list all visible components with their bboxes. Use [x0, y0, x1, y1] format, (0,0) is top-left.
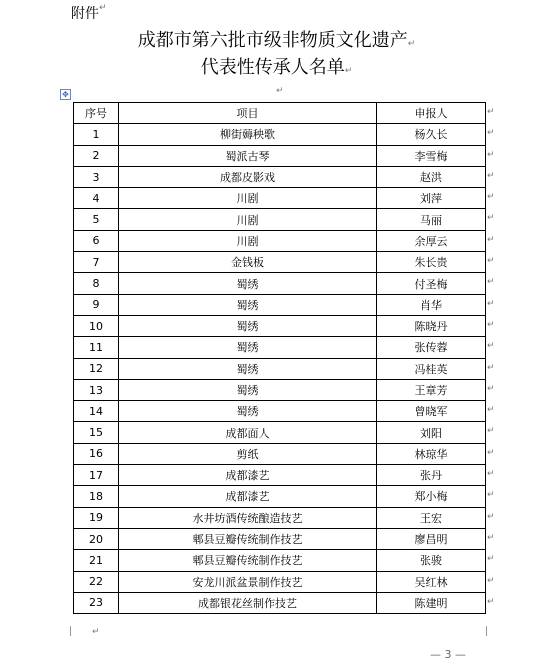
index-cell: 21	[74, 550, 119, 571]
row-end-mark-icon: ↵	[487, 256, 495, 267]
index-cell: 7	[74, 252, 119, 273]
document-title-line2: 代表性传承人名单↵	[200, 57, 353, 78]
row-end-mark-icon: ↵	[487, 149, 495, 160]
applicant-cell: 曾晓军	[377, 401, 486, 422]
index-cell: 19	[74, 507, 119, 528]
project-cell: 蜀绣	[119, 294, 377, 315]
index-cell: 3	[74, 166, 119, 187]
project-cell: 成都皮影戏	[119, 166, 377, 187]
row-end-mark-icon: ↵	[487, 426, 495, 437]
row-end-mark-icon: ↵	[487, 128, 495, 139]
row-end-mark-icon: ↵	[487, 213, 495, 224]
index-cell: 16	[74, 443, 119, 464]
index-cell: 10	[74, 315, 119, 336]
table-row	[74, 358, 486, 379]
table-row	[74, 422, 486, 443]
applicant-cell: 王章芳	[377, 379, 486, 400]
project-cell: 川剧	[119, 209, 377, 230]
table-row	[74, 230, 486, 251]
paragraph-mark-icon: ↵	[276, 86, 284, 96]
table-row	[74, 465, 486, 486]
project-cell: 水井坊酒传统酿造技艺	[119, 507, 377, 528]
row-end-mark-icon: ↵	[487, 447, 495, 458]
row-end-mark-icon: ↵	[487, 490, 495, 501]
paragraph-mark-icon: ↵	[92, 627, 100, 637]
index-cell: 9	[74, 294, 119, 315]
index-cell: 13	[74, 379, 119, 400]
project-cell: 成都面人	[119, 422, 377, 443]
project-cell: 蜀绣	[119, 358, 377, 379]
crop-mark-icon	[60, 626, 71, 636]
table-row	[74, 401, 486, 422]
project-cell: 蜀绣	[119, 401, 377, 422]
table-row	[74, 528, 486, 549]
row-end-mark-icon: ↵	[487, 469, 495, 480]
header-index: 序号	[74, 103, 119, 124]
row-end-mark-icon: ↵	[487, 234, 495, 245]
applicant-cell: 张传蓉	[377, 337, 486, 358]
index-cell: 23	[74, 592, 119, 613]
row-end-mark-icon: ↵	[487, 383, 495, 394]
table-row	[74, 124, 486, 145]
applicant-cell: 朱长贵	[377, 252, 486, 273]
applicant-cell: 张丹	[377, 465, 486, 486]
row-end-mark-icon: ↵	[487, 362, 495, 373]
project-cell: 郫县豆瓣传统制作技艺	[119, 550, 377, 571]
project-cell: 蜀绣	[119, 315, 377, 336]
project-cell: 成都银花丝制作技艺	[119, 592, 377, 613]
row-end-mark-icon: ↵	[487, 575, 495, 586]
applicant-cell: 冯桂英	[377, 358, 486, 379]
table-move-handle-icon[interactable]: ✥	[60, 89, 71, 100]
index-cell: 17	[74, 465, 119, 486]
table-row	[74, 252, 486, 273]
applicant-cell: 刘阳	[377, 422, 486, 443]
table-row	[74, 571, 486, 592]
project-cell: 蜀绣	[119, 273, 377, 294]
table-row	[74, 209, 486, 230]
project-cell: 蜀绣	[119, 337, 377, 358]
index-cell: 11	[74, 337, 119, 358]
applicant-cell: 赵洪	[377, 166, 486, 187]
project-cell: 柳街薅秧歌	[119, 124, 377, 145]
applicant-cell: 郑小梅	[377, 486, 486, 507]
row-end-mark-icon: ↵	[487, 554, 495, 565]
index-cell: 8	[74, 273, 119, 294]
row-end-mark-icon: ↵	[487, 341, 495, 352]
index-cell: 22	[74, 571, 119, 592]
applicant-cell: 王宏	[377, 507, 486, 528]
table-row	[74, 379, 486, 400]
applicant-cell: 杨久长	[377, 124, 486, 145]
project-cell: 蜀派古琴	[119, 145, 377, 166]
applicant-cell: 廖昌明	[377, 528, 486, 549]
project-cell: 安龙川派盆景制作技艺	[119, 571, 377, 592]
index-cell: 6	[74, 230, 119, 251]
index-cell: 14	[74, 401, 119, 422]
project-cell: 川剧	[119, 188, 377, 209]
applicant-cell: 陈建明	[377, 592, 486, 613]
applicant-cell: 余厚云	[377, 230, 486, 251]
table-header-row	[74, 103, 486, 124]
page-number: — 3 —	[430, 648, 466, 661]
table-row	[74, 166, 486, 187]
header-project: 项目	[119, 103, 377, 124]
row-end-marks	[487, 102, 495, 613]
table-row	[74, 550, 486, 571]
row-end-mark-icon: ↵	[487, 405, 495, 416]
table-row	[74, 507, 486, 528]
row-end-mark-icon: ↵	[487, 277, 495, 288]
row-end-mark-icon: ↵	[487, 596, 495, 607]
table-row	[74, 294, 486, 315]
project-cell: 成都漆艺	[119, 486, 377, 507]
row-end-mark-icon: ↵	[487, 170, 495, 181]
inheritor-table	[73, 102, 486, 614]
index-cell: 15	[74, 422, 119, 443]
project-cell: 金钱板	[119, 252, 377, 273]
index-cell: 2	[74, 145, 119, 166]
applicant-cell: 林琼华	[377, 443, 486, 464]
table-row	[74, 188, 486, 209]
project-cell: 成都漆艺	[119, 465, 377, 486]
row-end-mark-icon: ↵	[487, 511, 495, 522]
table-row	[74, 443, 486, 464]
table-row	[74, 337, 486, 358]
row-end-mark-icon: ↵	[487, 532, 495, 543]
table-row	[74, 592, 486, 613]
table-row	[74, 145, 486, 166]
row-end-mark-icon: ↵	[487, 298, 495, 309]
applicant-cell: 付圣梅	[377, 273, 486, 294]
applicant-cell: 刘萍	[377, 188, 486, 209]
applicant-cell: 肖华	[377, 294, 486, 315]
project-cell: 蜀绣	[119, 379, 377, 400]
index-cell: 20	[74, 528, 119, 549]
index-cell: 5	[74, 209, 119, 230]
project-cell: 剪纸	[119, 443, 377, 464]
index-cell: 4	[74, 188, 119, 209]
project-cell: 川剧	[119, 230, 377, 251]
applicant-cell: 吴红林	[377, 571, 486, 592]
row-end-mark-icon: ↵	[487, 192, 495, 203]
applicant-cell: 陈晓丹	[377, 315, 486, 336]
crop-mark-icon	[486, 626, 497, 636]
project-cell: 郫县豆瓣传统制作技艺	[119, 528, 377, 549]
table-row	[74, 273, 486, 294]
applicant-cell: 马丽	[377, 209, 486, 230]
row-end-mark-icon: ↵	[487, 107, 495, 117]
row-end-mark-icon: ↵	[487, 319, 495, 330]
header-applicant: 申报人	[377, 103, 486, 124]
table-row	[74, 486, 486, 507]
applicant-cell: 张骏	[377, 550, 486, 571]
index-cell: 12	[74, 358, 119, 379]
index-cell: 1	[74, 124, 119, 145]
document-title-line1: 成都市第六批市级非物质文化遗产↵	[137, 30, 416, 51]
table-row	[74, 315, 486, 336]
index-cell: 18	[74, 486, 119, 507]
attachment-label: 附件 ↵	[71, 3, 107, 22]
applicant-cell: 李雪梅	[377, 145, 486, 166]
